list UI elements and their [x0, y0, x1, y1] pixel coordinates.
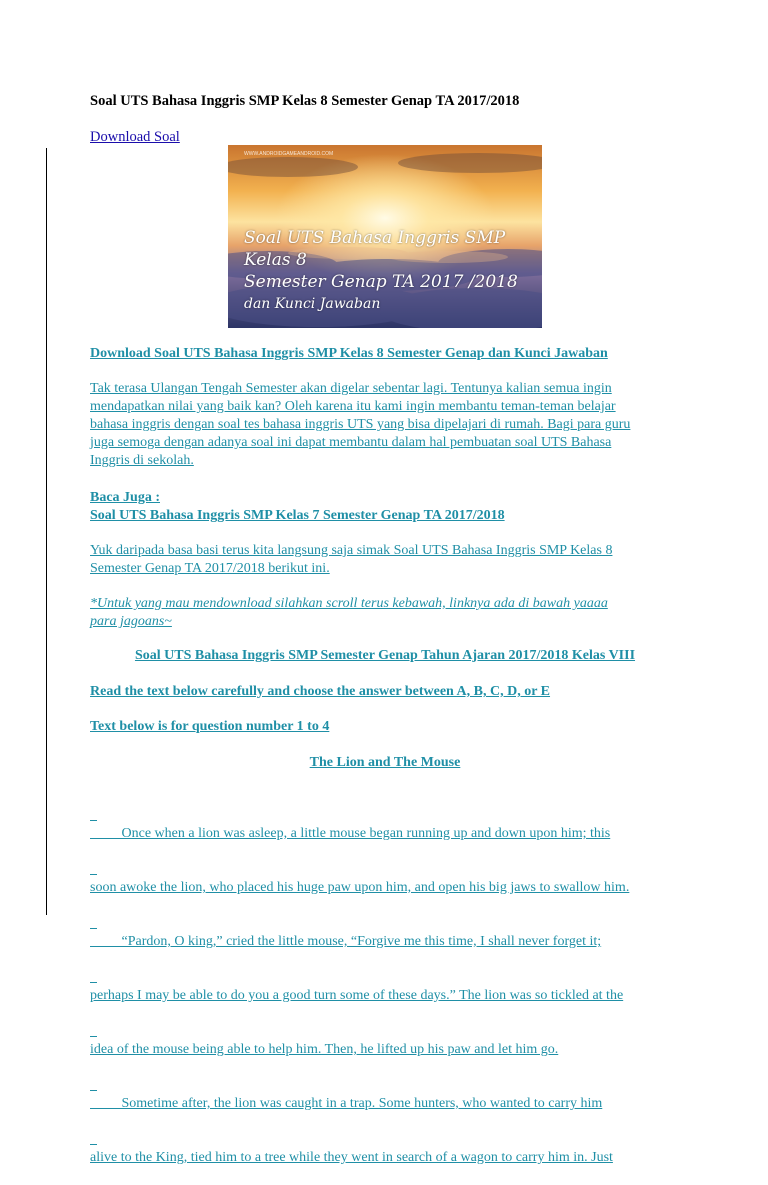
baca-juga-label: Baca Juga :	[90, 490, 160, 505]
story-line: “Pardon, O king,” cried the little mouse, “Forgive me this time, I shall never forget it;	[90, 934, 602, 949]
banner-image	[228, 145, 542, 328]
story-title: The Lion and The Mouse	[309, 755, 461, 770]
question-range-text: Text below is for question number 1 to 4	[90, 719, 330, 734]
story-line: idea of the mouse being able to help him. Then, he lifted up his paw and let him go.	[90, 1042, 559, 1057]
banner-line-2: Kelas 8	[244, 250, 307, 270]
banner-line-3: Semester Genap TA 2017 /2018	[244, 272, 518, 292]
story-line: perhaps I may be able to do you a good turn some of these days.” The lion was so tickled at the	[90, 988, 624, 1003]
story-line: alive to the King, tied him to a tree while they went in search of a wagon to carry him in. Just	[90, 1150, 613, 1165]
banner-line-4: dan Kunci Jawaban	[244, 296, 381, 312]
note-paragraph	[90, 595, 680, 631]
simak-paragraph	[90, 542, 680, 578]
section-title: Soal UTS Bahasa Inggris SMP Semester Genap Tahun Ajaran 2017/2018 Kelas VIII	[134, 648, 636, 663]
note-line: *Untuk yang mau mendownload silahkan scroll terus kebawah, linknya ada di bawah yaaaa	[90, 596, 608, 611]
intro-line: mendapatkan nilai yang baik kan? Oleh karena itu kami ingin membantu teman-teman belajar	[90, 399, 616, 414]
story-line: Sometime after, the lion was caught in a trap. Some hunters, who wanted to carry him	[90, 1096, 603, 1111]
intro-line: Tak terasa Ulangan Tengah Semester akan digelar sebentar lagi. Tentunya kalian semua ingin	[90, 381, 612, 396]
banner-watermark: WWW.ANDROIDGAMEANDROID.COM	[244, 151, 334, 157]
document-title: Soal UTS Bahasa Inggris SMP Kelas 8 Semester Genap TA 2017/2018	[90, 93, 520, 109]
baca-juga-link[interactable]: Soal UTS Bahasa Inggris SMP Kelas 7 Semester Genap TA 2017/2018	[90, 508, 505, 523]
intro-paragraph	[90, 380, 680, 470]
download-link[interactable]: Download Soal	[90, 129, 180, 145]
intro-line: Inggris di sekolah.	[90, 453, 194, 468]
simak-line: Semester Genap TA 2017/2018 berikut ini.	[90, 561, 330, 576]
simak-line: Yuk daripada basa basi terus kita langsung saja simak Soal UTS Bahasa Inggris SMP Kelas 8	[90, 543, 613, 558]
banner-line-1: Soal UTS Bahasa Inggris SMP	[244, 228, 506, 248]
intro-line: bahasa inggris dengan soal tes bahasa inggris UTS yang bisa dipelajari di rumah. Bagi para guru	[90, 417, 631, 432]
story-line: Once when a lion was asleep, a little mouse began running up and down upon him; this	[90, 826, 611, 841]
instruction-text: Read the text below carefully and choose the answer between A, B, C, D, or E	[90, 684, 551, 699]
heading-download-link[interactable]: Download Soal UTS Bahasa Inggris SMP Kelas 8 Semester Genap dan Kunci Jawaban	[90, 346, 608, 361]
note-line: para jagoans~	[90, 614, 172, 629]
story-line: soon awoke the lion, who placed his huge paw upon him, and open his big jaws to swallow him.	[90, 880, 630, 895]
story-text	[90, 789, 680, 1185]
margin-line	[46, 148, 47, 915]
intro-line: juga semoga dengan adanya soal ini dapat membantu dalam hal pembuatan soal UTS Bahasa	[90, 435, 612, 450]
